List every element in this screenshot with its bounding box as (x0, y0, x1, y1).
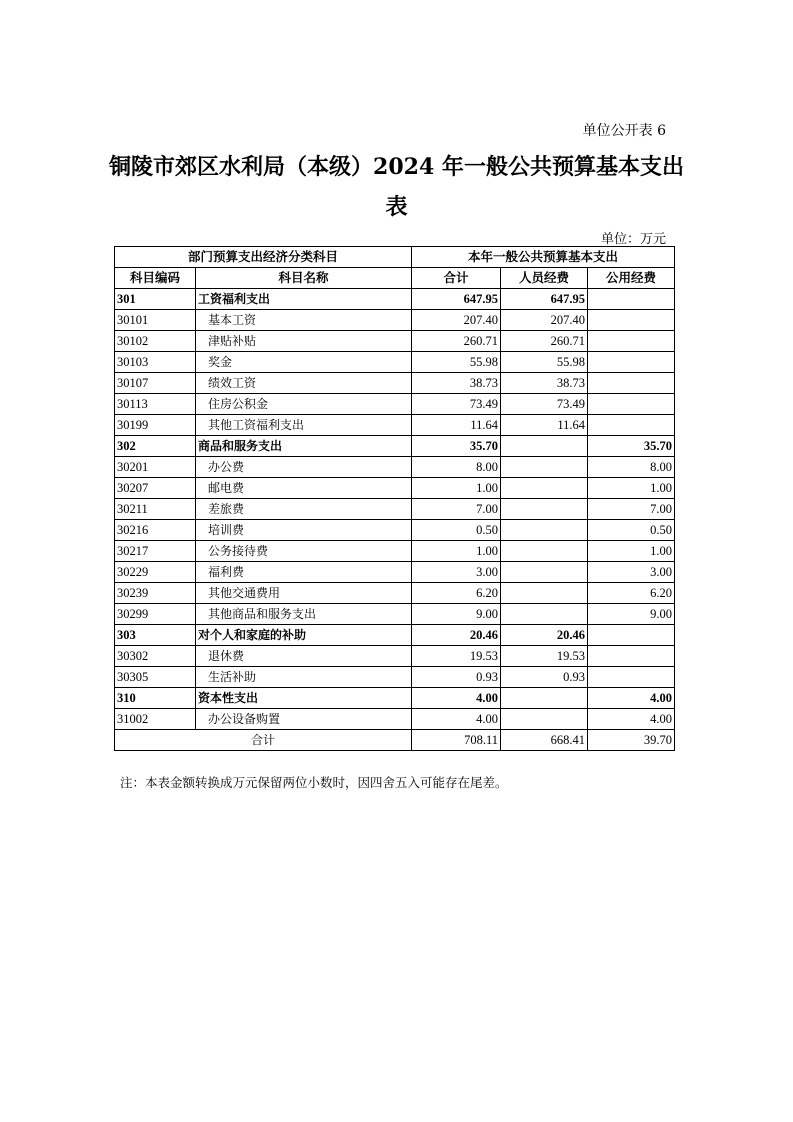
cell-name: 办公费 (196, 457, 412, 478)
cell-name: 津贴补贴 (196, 331, 412, 352)
item-row (115, 457, 675, 478)
cell-public: 9.00 (588, 604, 675, 625)
item-row (115, 520, 675, 541)
total-sum: 708.11 (412, 730, 501, 751)
item-row (115, 541, 675, 562)
cell-name: 生活补助 (196, 667, 412, 688)
cell-personnel (501, 520, 588, 541)
item-row (115, 373, 675, 394)
cell-total: 38.73 (412, 373, 501, 394)
cell-total: 11.64 (412, 415, 501, 436)
column-header-personnel: 人员经费 (501, 268, 588, 289)
unit-label: 单位：万元 (600, 232, 666, 247)
cell-code: 30103 (115, 352, 196, 373)
cell-personnel: 260.71 (501, 331, 588, 352)
cell-personnel (501, 457, 588, 478)
cell-total: 0.93 (412, 667, 501, 688)
cell-total: 1.00 (412, 541, 501, 562)
cell-public: 7.00 (588, 499, 675, 520)
cell-public (588, 331, 675, 352)
cell-name: 福利费 (196, 562, 412, 583)
cell-total: 207.40 (412, 310, 501, 331)
cell-code: 31002 (115, 709, 196, 730)
column-header-row (115, 268, 675, 289)
cell-total: 55.98 (412, 352, 501, 373)
item-row (115, 352, 675, 373)
item-row (115, 499, 675, 520)
cell-name: 奖金 (196, 352, 412, 373)
total-personnel: 668.41 (501, 730, 588, 751)
group-header-expenditure: 本年一般公共预算基本支出 (412, 247, 675, 268)
item-row (115, 562, 675, 583)
cell-name: 公务接待费 (196, 541, 412, 562)
cell-public: 1.00 (588, 478, 675, 499)
cell-public (588, 394, 675, 415)
cell-name: 资本性支出 (196, 688, 412, 709)
cell-total: 20.46 (412, 625, 501, 646)
cell-total: 647.95 (412, 289, 501, 310)
cell-code: 303 (115, 625, 196, 646)
cell-code: 30211 (115, 499, 196, 520)
cell-personnel: 207.40 (501, 310, 588, 331)
cell-code: 30199 (115, 415, 196, 436)
cell-code: 302 (115, 436, 196, 457)
cell-personnel (501, 709, 588, 730)
cell-total: 8.00 (412, 457, 501, 478)
cell-personnel (501, 688, 588, 709)
item-row (115, 394, 675, 415)
cell-code: 30102 (115, 331, 196, 352)
cell-total: 3.00 (412, 562, 501, 583)
page-title: 铜陵市郊区水利局（本级）2024 年一般公共预算基本支出 (109, 154, 684, 180)
item-row (115, 646, 675, 667)
cell-code: 30207 (115, 478, 196, 499)
column-header-total: 合计 (412, 268, 501, 289)
cell-name: 其他工资福利支出 (196, 415, 412, 436)
cell-public (588, 667, 675, 688)
page-title-continued: 表 (385, 194, 408, 220)
cell-personnel: 20.46 (501, 625, 588, 646)
cell-total: 4.00 (412, 709, 501, 730)
cell-personnel: 73.49 (501, 394, 588, 415)
cell-name: 其他商品和服务支出 (196, 604, 412, 625)
cell-name: 基本工资 (196, 310, 412, 331)
cell-code: 30239 (115, 583, 196, 604)
cell-total: 6.20 (412, 583, 501, 604)
cell-name: 培训费 (196, 520, 412, 541)
cell-code: 30113 (115, 394, 196, 415)
cell-name: 差旅费 (196, 499, 412, 520)
cell-personnel: 38.73 (501, 373, 588, 394)
cell-personnel: 11.64 (501, 415, 588, 436)
cell-personnel (501, 583, 588, 604)
cell-name: 住房公积金 (196, 394, 412, 415)
total-label: 合计 (115, 730, 412, 751)
cell-code: 30217 (115, 541, 196, 562)
cell-name: 对个人和家庭的补助 (196, 625, 412, 646)
item-row (115, 478, 675, 499)
cell-name: 退休费 (196, 646, 412, 667)
column-header-code: 科目编码 (115, 268, 196, 289)
column-header-public: 公用经费 (588, 268, 675, 289)
cell-public: 8.00 (588, 457, 675, 478)
cell-code: 30299 (115, 604, 196, 625)
cell-code: 301 (115, 289, 196, 310)
page-label: 单位公开表 6 (582, 123, 666, 139)
cell-personnel (501, 604, 588, 625)
cell-personnel (501, 499, 588, 520)
item-row (115, 667, 675, 688)
cell-personnel: 19.53 (501, 646, 588, 667)
cell-name: 邮电费 (196, 478, 412, 499)
cell-personnel (501, 562, 588, 583)
cell-total: 35.70 (412, 436, 501, 457)
cell-code: 30216 (115, 520, 196, 541)
total-row (115, 730, 675, 751)
cell-personnel (501, 541, 588, 562)
budget-table (114, 246, 675, 751)
cell-code: 30305 (115, 667, 196, 688)
cell-public (588, 352, 675, 373)
cell-public: 4.00 (588, 688, 675, 709)
item-row (115, 415, 675, 436)
item-row (115, 310, 675, 331)
cell-total: 19.53 (412, 646, 501, 667)
group-header-classification: 部门预算支出经济分类科目 (115, 247, 412, 268)
cell-personnel (501, 436, 588, 457)
cell-public (588, 289, 675, 310)
item-row (115, 604, 675, 625)
cell-public (588, 625, 675, 646)
cell-total: 4.00 (412, 688, 501, 709)
cell-total: 9.00 (412, 604, 501, 625)
category-row (115, 688, 675, 709)
cell-personnel: 55.98 (501, 352, 588, 373)
cell-name: 其他交通费用 (196, 583, 412, 604)
table-body (115, 289, 675, 730)
cell-public (588, 310, 675, 331)
cell-personnel: 0.93 (501, 667, 588, 688)
cell-public (588, 646, 675, 667)
cell-code: 30201 (115, 457, 196, 478)
cell-total: 1.00 (412, 478, 501, 499)
cell-public (588, 373, 675, 394)
cell-total: 0.50 (412, 520, 501, 541)
cell-public: 4.00 (588, 709, 675, 730)
cell-public: 1.00 (588, 541, 675, 562)
category-row (115, 625, 675, 646)
cell-name: 办公设备购置 (196, 709, 412, 730)
cell-code: 30107 (115, 373, 196, 394)
cell-public: 35.70 (588, 436, 675, 457)
cell-code: 30302 (115, 646, 196, 667)
cell-total: 260.71 (412, 331, 501, 352)
cell-name: 工资福利支出 (196, 289, 412, 310)
cell-personnel (501, 478, 588, 499)
item-row (115, 331, 675, 352)
cell-total: 7.00 (412, 499, 501, 520)
cell-public (588, 415, 675, 436)
cell-code: 30229 (115, 562, 196, 583)
cell-public: 3.00 (588, 562, 675, 583)
cell-public: 6.20 (588, 583, 675, 604)
footnote: 注：本表金额转换成万元保留两位小数时，因四舍五入可能存在尾差。 (120, 775, 508, 790)
cell-total: 73.49 (412, 394, 501, 415)
column-header-name: 科目名称 (196, 268, 412, 289)
cell-code: 30101 (115, 310, 196, 331)
cell-personnel: 647.95 (501, 289, 588, 310)
category-row (115, 289, 675, 310)
cell-public: 0.50 (588, 520, 675, 541)
item-row (115, 709, 675, 730)
total-public: 39.70 (588, 730, 675, 751)
cell-code: 310 (115, 688, 196, 709)
category-row (115, 436, 675, 457)
cell-name: 商品和服务支出 (196, 436, 412, 457)
item-row (115, 583, 675, 604)
cell-name: 绩效工资 (196, 373, 412, 394)
group-header-row (115, 247, 675, 268)
